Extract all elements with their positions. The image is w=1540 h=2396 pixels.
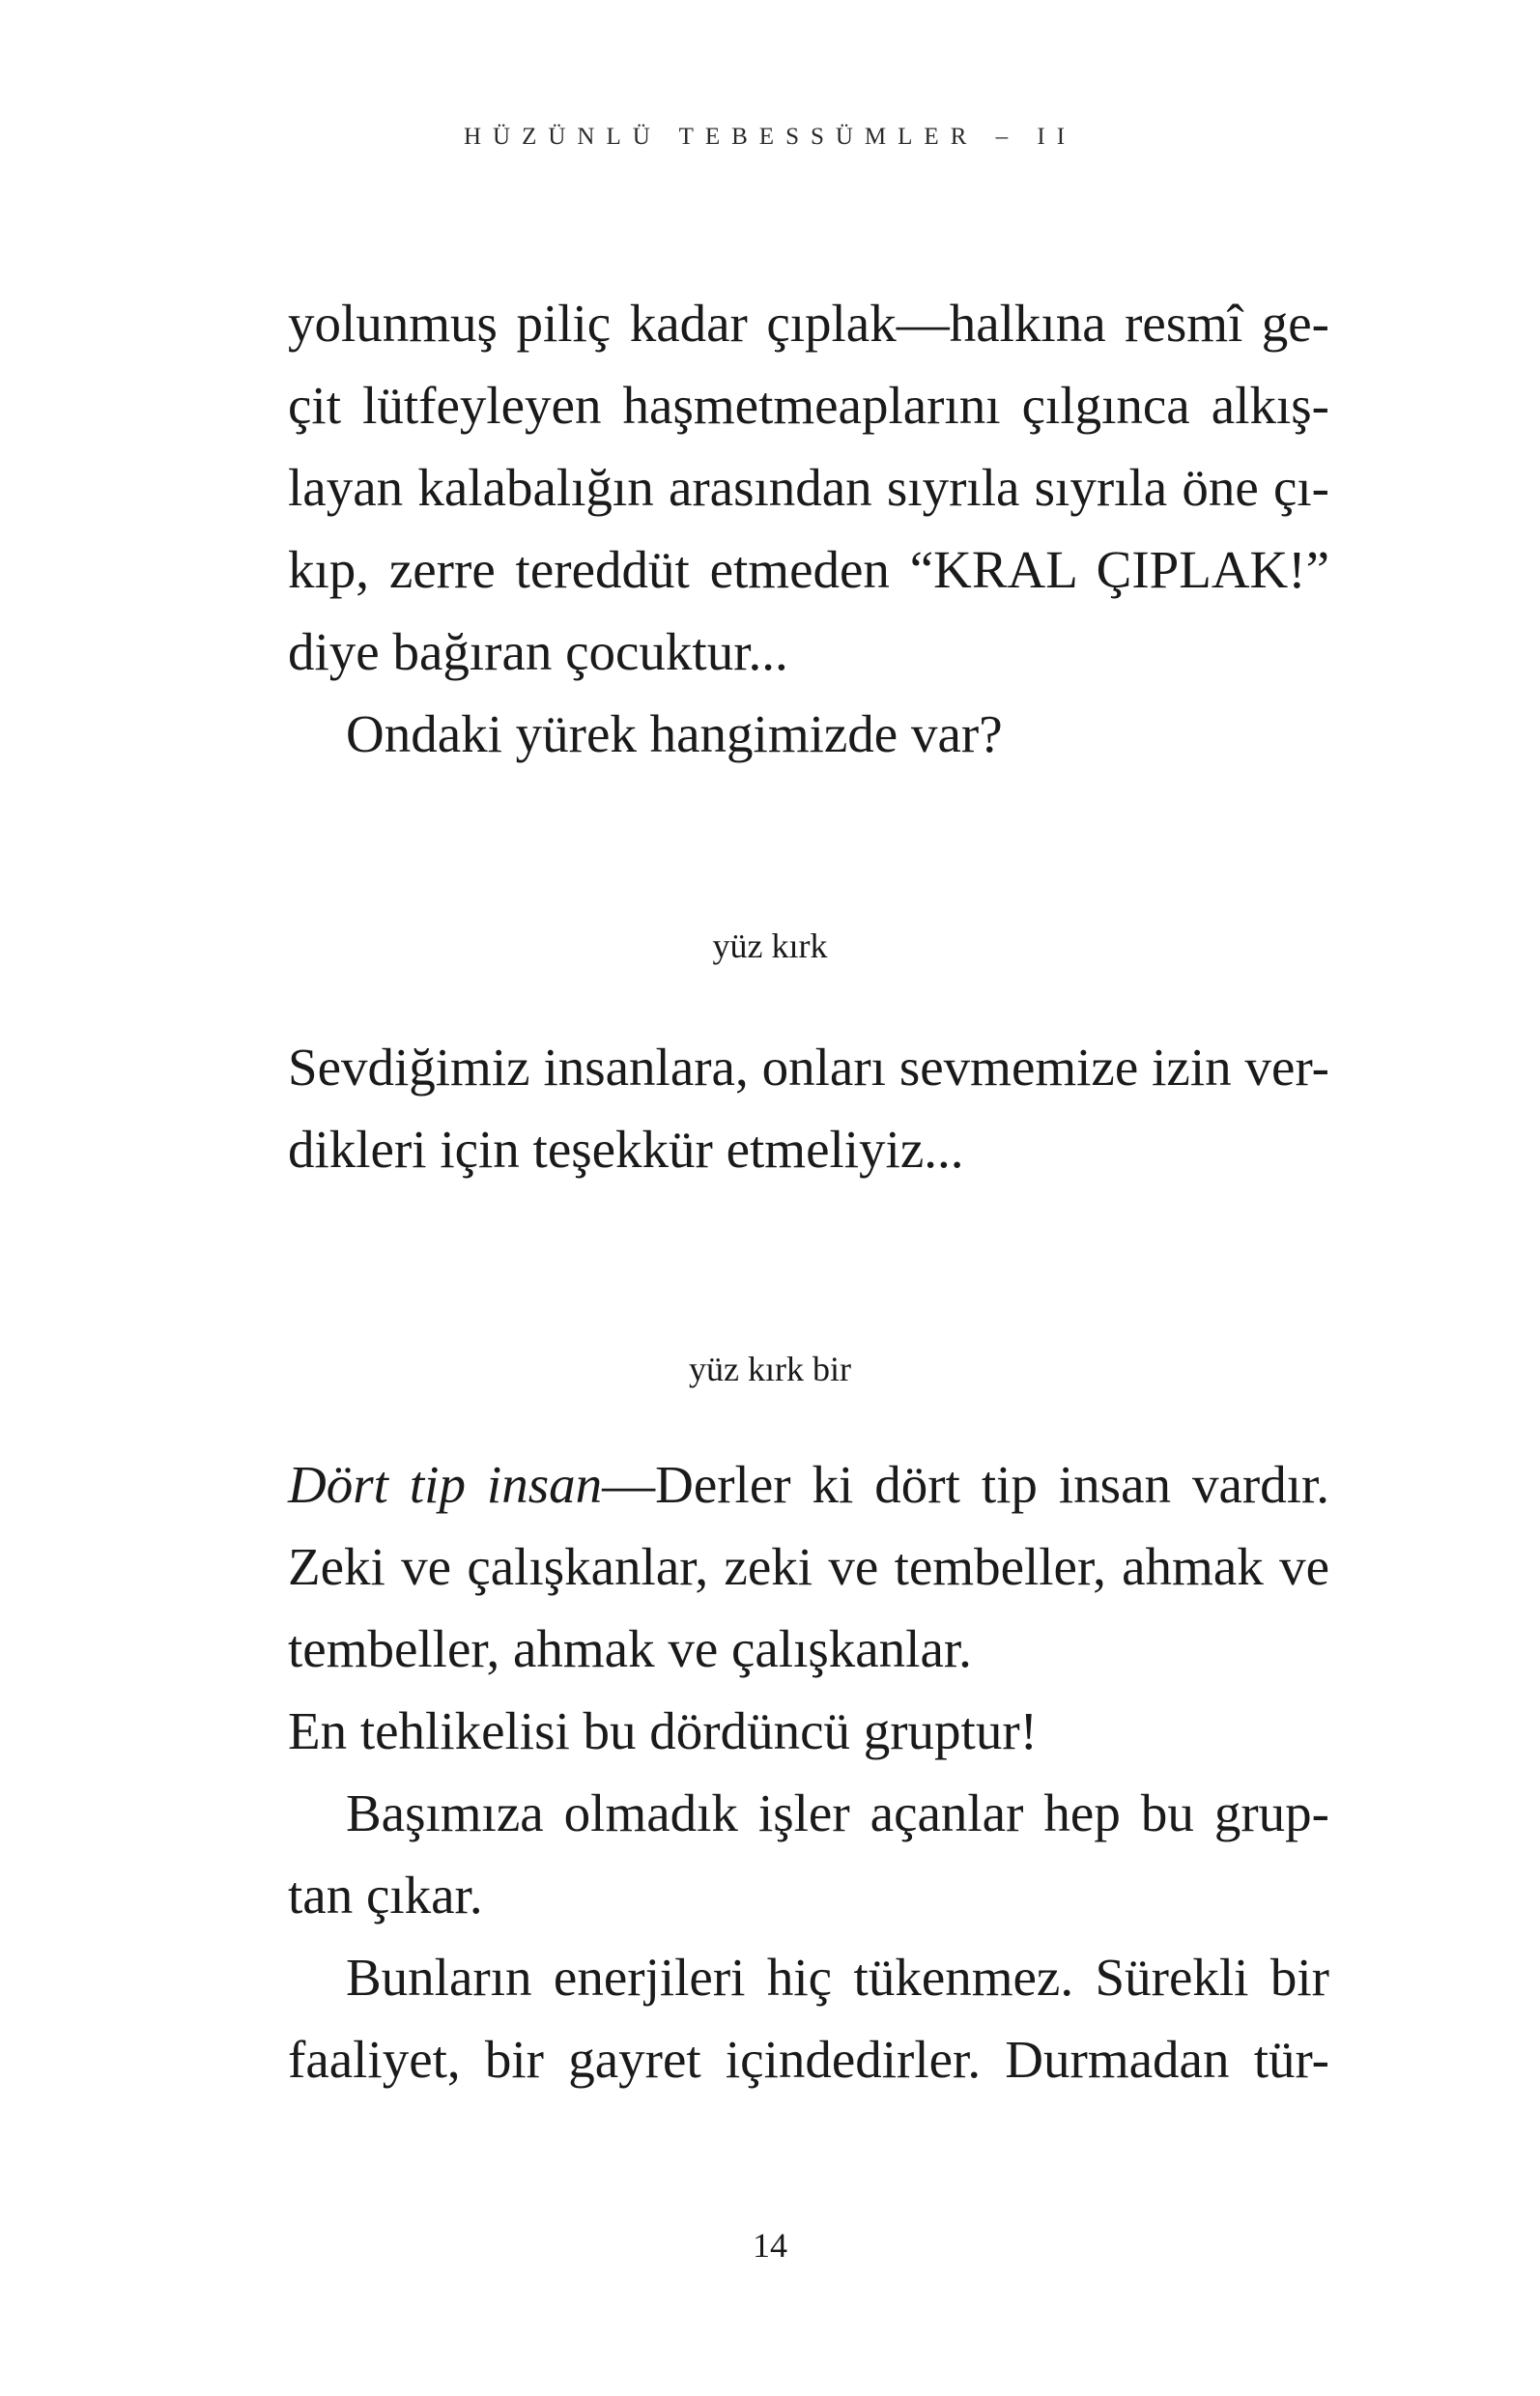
text-block-continuation	[288, 282, 1329, 775]
page-number: 14	[753, 2226, 787, 2265]
text-line: faaliyet, bir gayret içindedirler. Durmadan tür-	[288, 2030, 1329, 2089]
section-heading: yüz kırk bir	[689, 1350, 851, 1388]
text-line: dikleri için teşekkür etmeliyiz...	[288, 1120, 964, 1179]
text-line: çit lütfeyleyen haşmetmeaplarını çılgınca alkış-	[288, 376, 1329, 435]
text-line: En tehlikelisi bu dördüncü gruptur!	[288, 1701, 1038, 1760]
text-line: Ondaki yürek hangimizde var?	[346, 704, 1003, 763]
text-block-section-140	[288, 1026, 1329, 1190]
text-block-section-141	[288, 1443, 1329, 2100]
text-line: kıp, zerre tereddüt etmeden “KRAL ÇIPLAK!”	[288, 540, 1329, 599]
text-line: layan kalabalığın arasından sıyrıla sıyrıla öne çı-	[288, 458, 1329, 517]
text-line: yolunmuş piliç kadar çıplak—halkına resmî ge-	[288, 294, 1329, 353]
text-line: Zeki ve çalışkanlar, zeki ve tembeller, ahmak ve	[288, 1537, 1329, 1596]
text-line: diye bağıran çocuktur...	[288, 622, 788, 681]
text-line-lead	[288, 1443, 1329, 1526]
text-line: Bunların enerjileri hiç tükenmez. Sürekli bir	[346, 1948, 1329, 2007]
lead-italic-phrase: Dört tip insan	[288, 1455, 603, 1514]
text-line: tembeller, ahmak ve çalışkanlar.	[288, 1619, 972, 1678]
running-header: HÜZÜNLÜ TEBESSÜMLER – II	[463, 124, 1077, 150]
section-heading: yüz kırk	[712, 927, 828, 965]
text-line: Sevdiğimiz insanlara, onları sevmemize izin ver-	[288, 1038, 1329, 1097]
lead-rest: —Derler ki dört tip insan vardır.	[602, 1455, 1330, 1514]
text-line: tan çıkar.	[288, 1866, 483, 1925]
text-line: Başımıza olmadık işler açanlar hep bu grup-	[346, 1783, 1329, 1842]
